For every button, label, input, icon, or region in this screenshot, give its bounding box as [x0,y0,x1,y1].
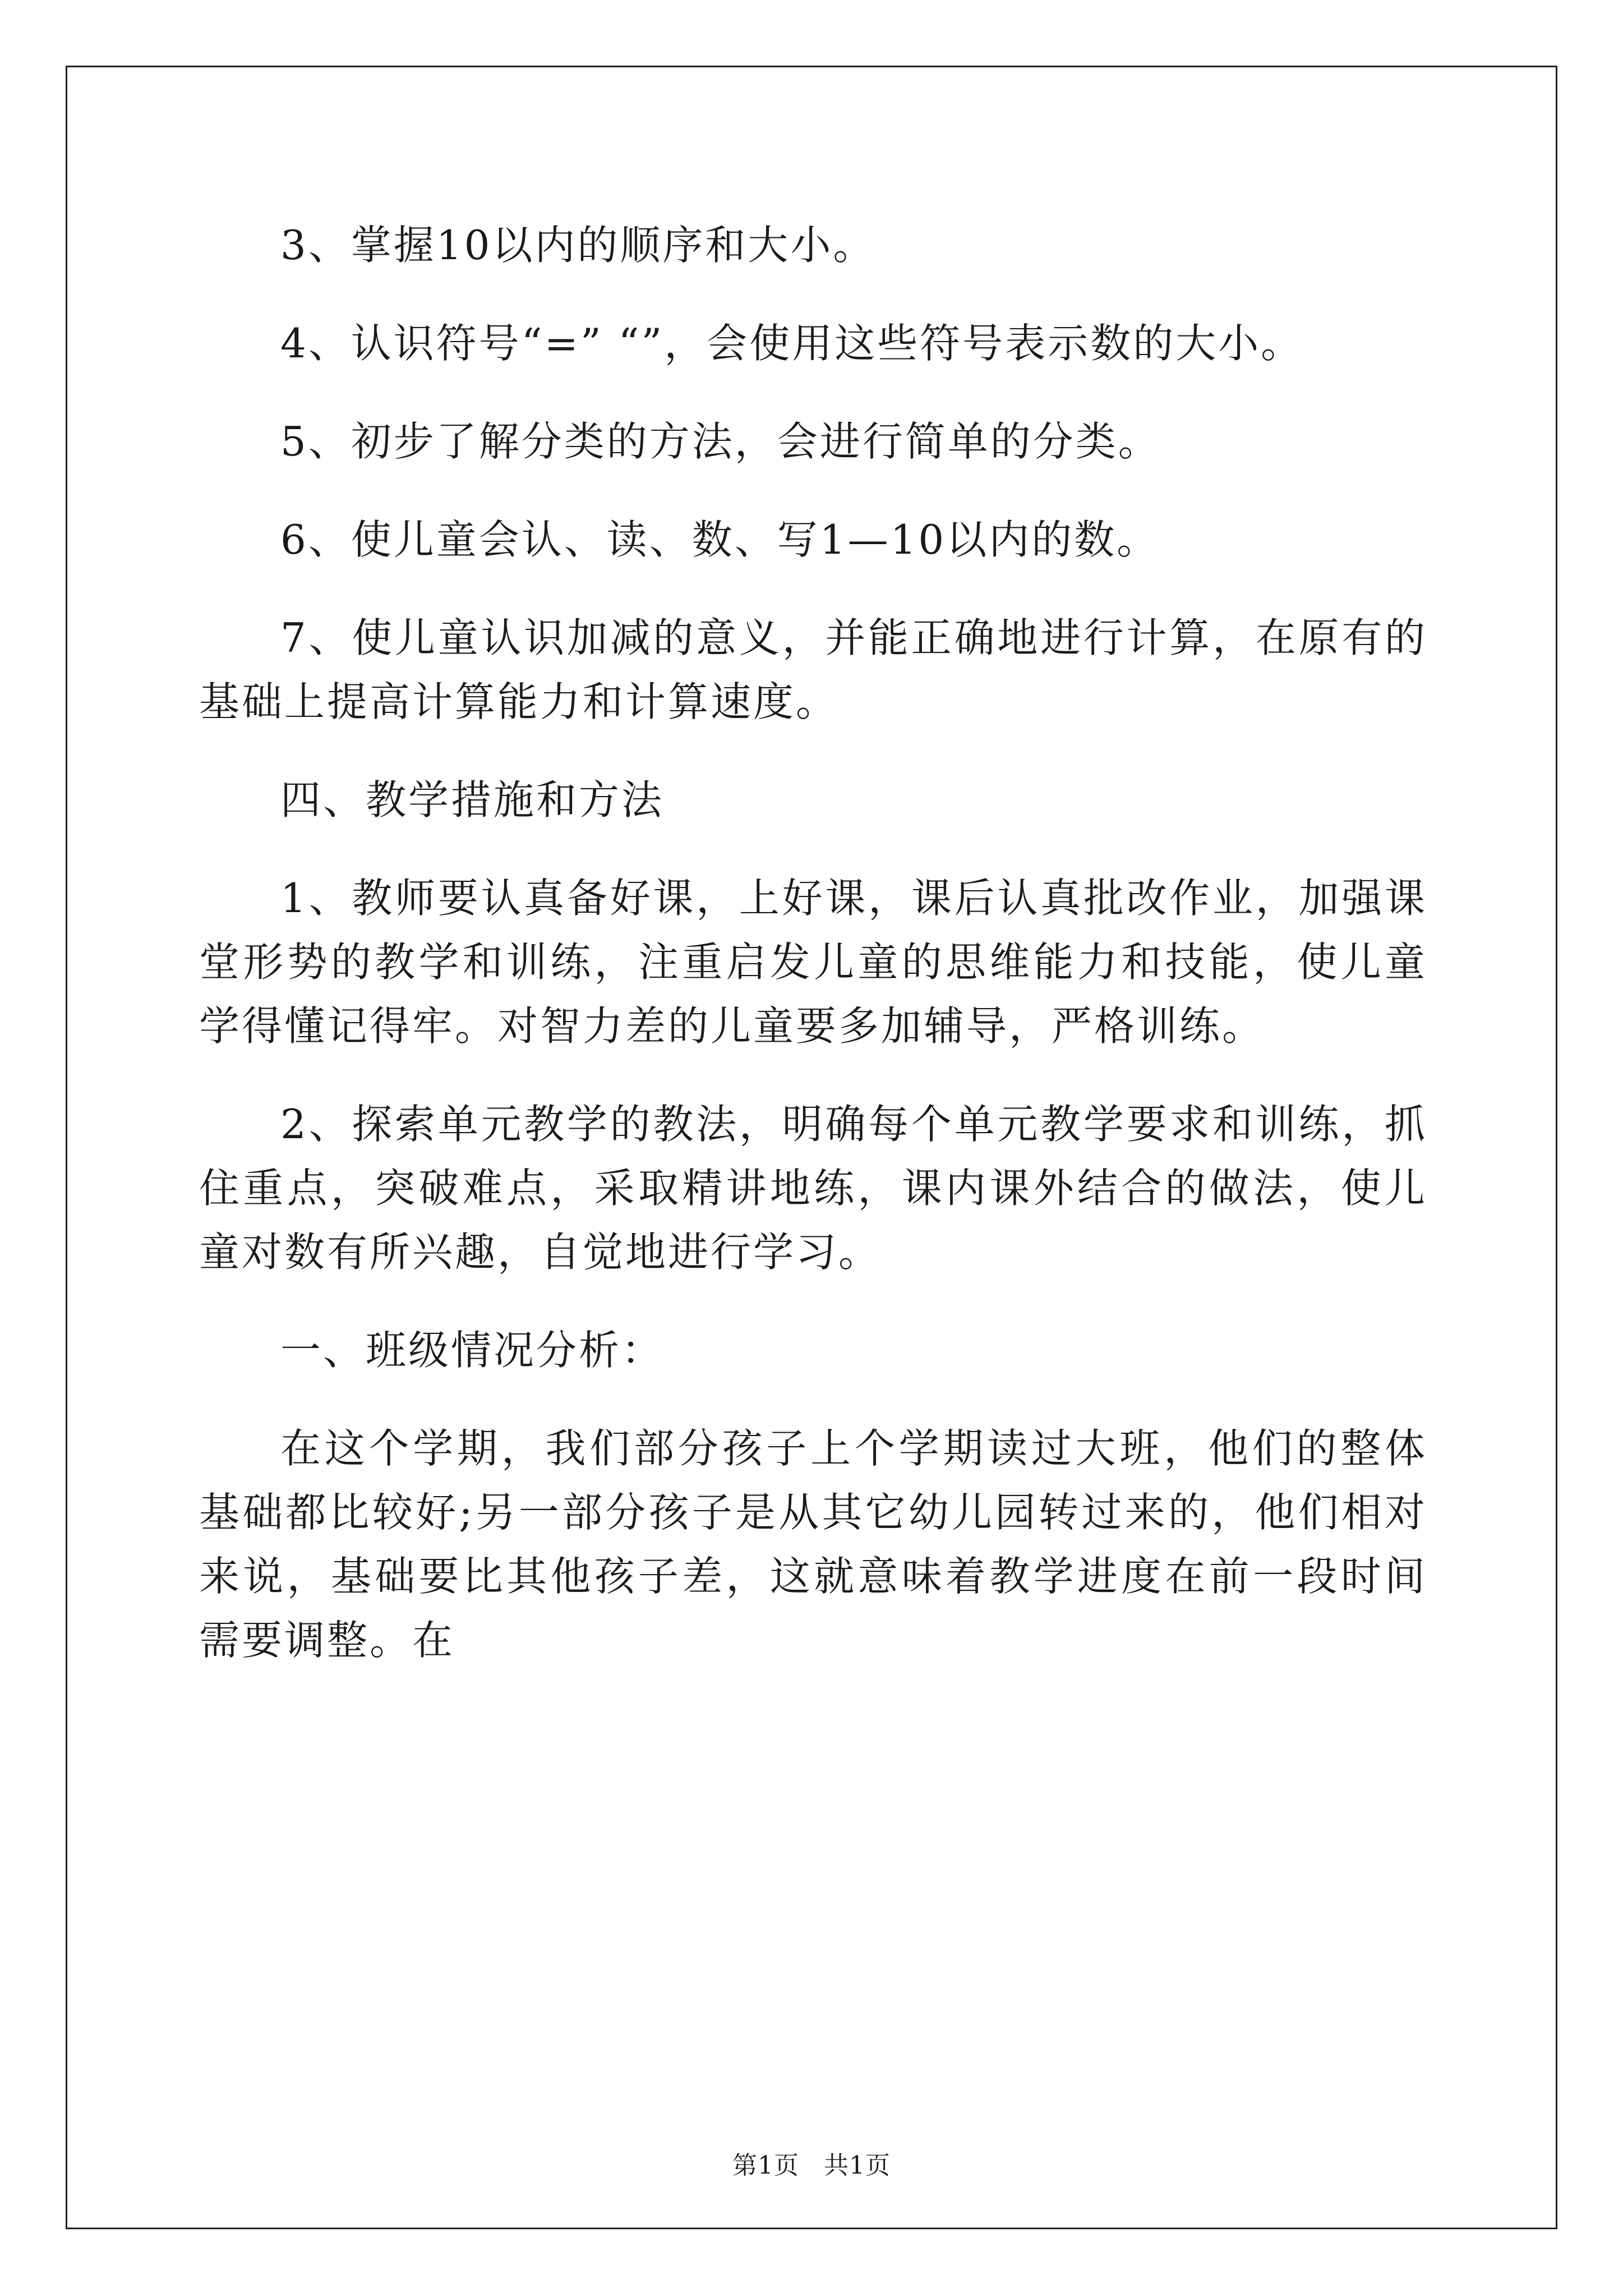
page-total: 共1页 [824,2151,891,2180]
document-body [199,213,1427,1672]
paragraph-measure-2: 2、探索单元教学的教法，明确每个单元教学要求和训练，抓住重点，突破难点，采取精讲地练，课内课外结合的做法，使儿童对数有所兴趣，自觉地进行学习。 [199,1101,1427,1276]
paragraph-measure-1: 1、教师要认真备好课，上好课，课后认真批改作业，加强课堂形势的教学和训练，注重启发儿童的思维能力和技能，使儿童学得懂记得牢。对智力差的儿童要多加辅导，严格训练。 [199,875,1427,1050]
section-heading-teaching-measures: 四、教学措施和方法 [280,776,665,823]
paragraph-item-7: 7、使儿童认识加减的意义，并能正确地进行计算，在原有的基础上提高计算能力和计算速度。 [199,614,1427,725]
paragraph-item-6: 6、使儿童会认、读、数、写1—10以内的数。 [280,516,1160,563]
page-footer [0,2151,1623,2180]
paragraph-item-4: 4、认识符号“=” “”，会使用这些符号表示数的大小。 [280,320,1304,367]
section-heading-class-analysis: 一、班级情况分析： [280,1327,665,1374]
page-number: 第1页 [732,2151,799,2180]
paragraph-item-5: 5、初步了解分类的方法，会进行简单的分类。 [280,418,1161,465]
paragraph-item-3: 3、掌握10以内的顺序和大小。 [280,222,876,269]
paragraph-class-analysis: 在这个学期，我们部分孩子上个学期读过大班，他们的整体基础都比较好;另一部分孩子是从其它幼儿园转过来的，他们相对来说，基础要比其他孩子差，这就意味着教学进度在前一段时间需要调整。在 [199,1425,1427,1664]
